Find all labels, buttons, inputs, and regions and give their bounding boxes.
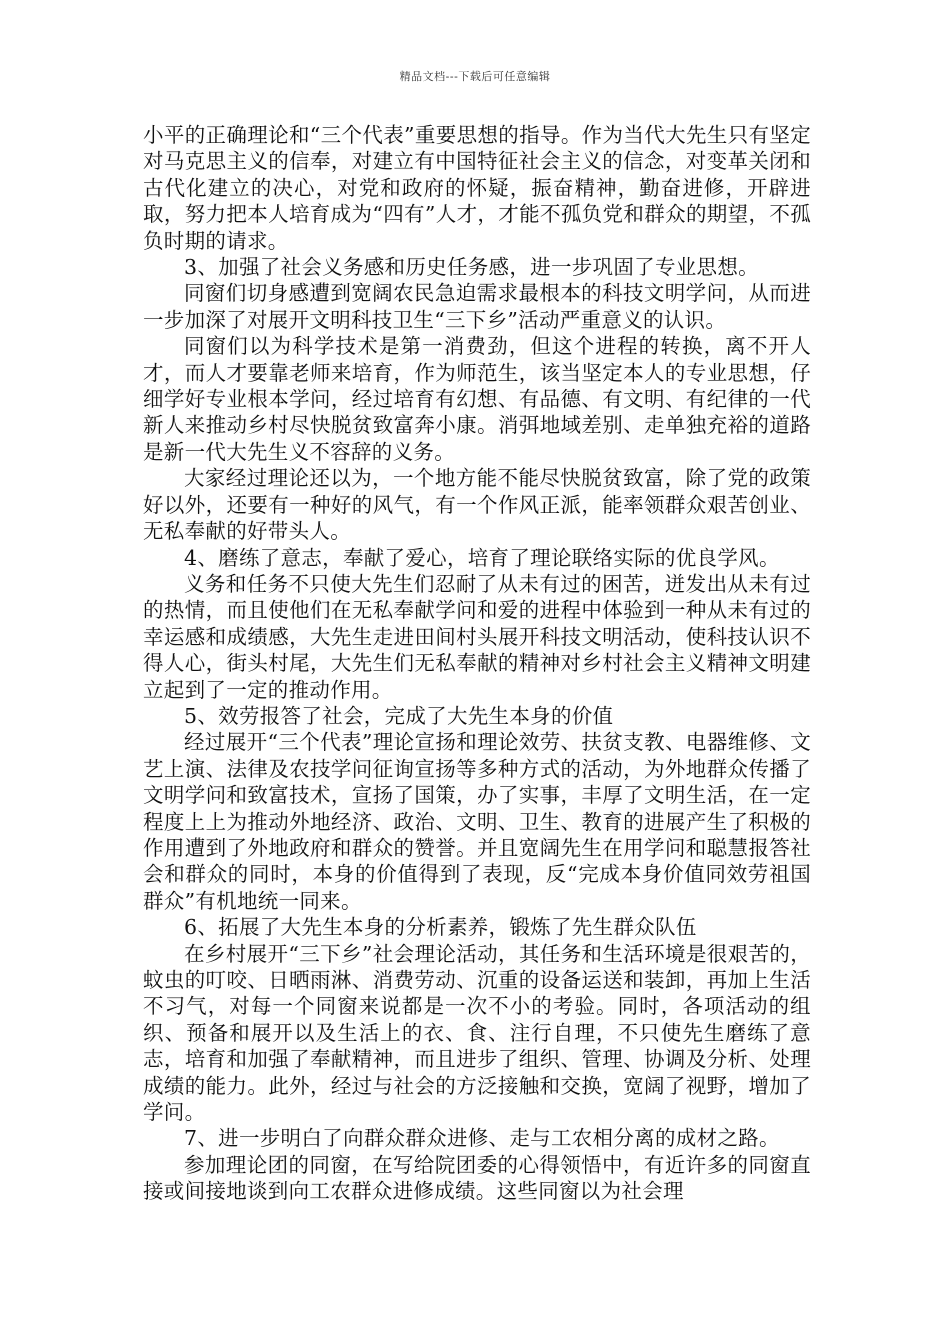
paragraph: 参加理论团的同窗，在写给院团委的心得领悟中，有近许多的同窗直接或间接地谈到向工农群众进修成绩。这些同窗以为社会理 <box>143 1152 811 1204</box>
paragraph: 3、加强了社会义务感和历史任务感，进一步巩固了专业思想。 <box>184 255 759 280</box>
paragraph: 小平的正确理论和“三个代表”重要思想的指导。作为当代大先生只有坚定对马克思主义的信奉，对建立有中国特征社会主义的信念，对变革关闭和古代化建立的决心，对党和政府的怀疑，振奋精神，勤奋进修，开辟进取，努力把本人培育成为“四有”人才，才能不孤负党和群众的期望，不孤负时期的请求。 <box>143 123 811 253</box>
paragraph: 同窗们以为科学技术是第一消费劲，但这个进程的转换，离不开人才，而人才要靠老师来培育，作为师范生，该当坚定本人的专业思想，仔细学好专业根本学问，经过培育有幻想、有品德、有文明、有纪律的一代新人来推动乡村尽快脱贫致富奔小康。消弭地域差别、走单独充裕的道路是新一代大先生义不容辞的义务。 <box>143 334 811 464</box>
paragraph: 经过展开“三个代表”理论宣扬和理论效劳、扶贫支教、电器维修、文艺上演、法律及农技学问征询宣扬等多种方式的活动，为外地群众传播了文明学问和致富技术，宣扬了国策，办了实事，丰厚了文明生活，在一定程度上上为推动外地经济、政治、文明、卫生、教育的进展产生了积极的作用遭到了外地政府和群众的赞誉。并且宽阔先生在用学问和聪慧报答社会和群众的同时，本身的价值得到了表现，反“完成本身价值同效劳祖国群众”有机地统一同来。 <box>143 730 811 913</box>
paragraph: 4、磨练了意志，奉献了爱心，培育了理论联络实际的优良学风。 <box>184 545 780 570</box>
paragraph: 6、拓展了大先生本身的分析素养，锻炼了先生群众队伍 <box>184 915 697 940</box>
paragraph: 5、效劳报答了社会，完成了大先生本身的价值 <box>184 703 614 728</box>
document-body <box>143 122 811 1205</box>
paragraph: 大家经过理论还以为，一个地方能不能尽快脱贫致富，除了党的政策好以外，还要有一种好的风气，有一个作风正派，能率领群众艰苦创业、无私奉献的好带头人。 <box>143 466 811 544</box>
paragraph: 7、进一步明白了向群众群众进修、走与工农相分离的成材之路。 <box>184 1126 780 1151</box>
paragraph: 同窗们切身感遭到宽阔农民急迫需求最根本的科技文明学问，从而进一步加深了对展开文明科技卫生“三下乡”活动严重意义的认识。 <box>143 281 811 332</box>
paragraph: 义务和任务不只使大先生们忍耐了从未有过的困苦，迸发出从未有过的热情，而且使他们在无私奉献学问和爱的进程中体验到一种从未有过的幸运感和成绩感，大先生走进田间村头展开科技文明活动，使科技认识不得人心，街头村尾，大先生们无私奉献的精神对乡村社会主义精神文明建立起到了一定的推动作用。 <box>143 571 811 702</box>
page-header: 精品文档---下载后可任意编辑 <box>399 70 551 83</box>
paragraph: 在乡村展开“三下乡”社会理论活动，其任务和生活环境是很艰苦的，蚊虫的叮咬、日晒雨淋、消费劳动、沉重的设备运送和装卸，再加上生活不习气，对每一个同窗来说都是一次不小的考验。同时，各项活动的组织、预备和展开以及生活上的衣、食、注行自理，不只使先生磨练了意志，培育和加强了奉献精神，而且进步了组织、管理、协调及分析、处理成绩的能力。此外，经过与社会的方泛接触和交换，宽阔了视野，增加了学问。 <box>143 941 811 1125</box>
